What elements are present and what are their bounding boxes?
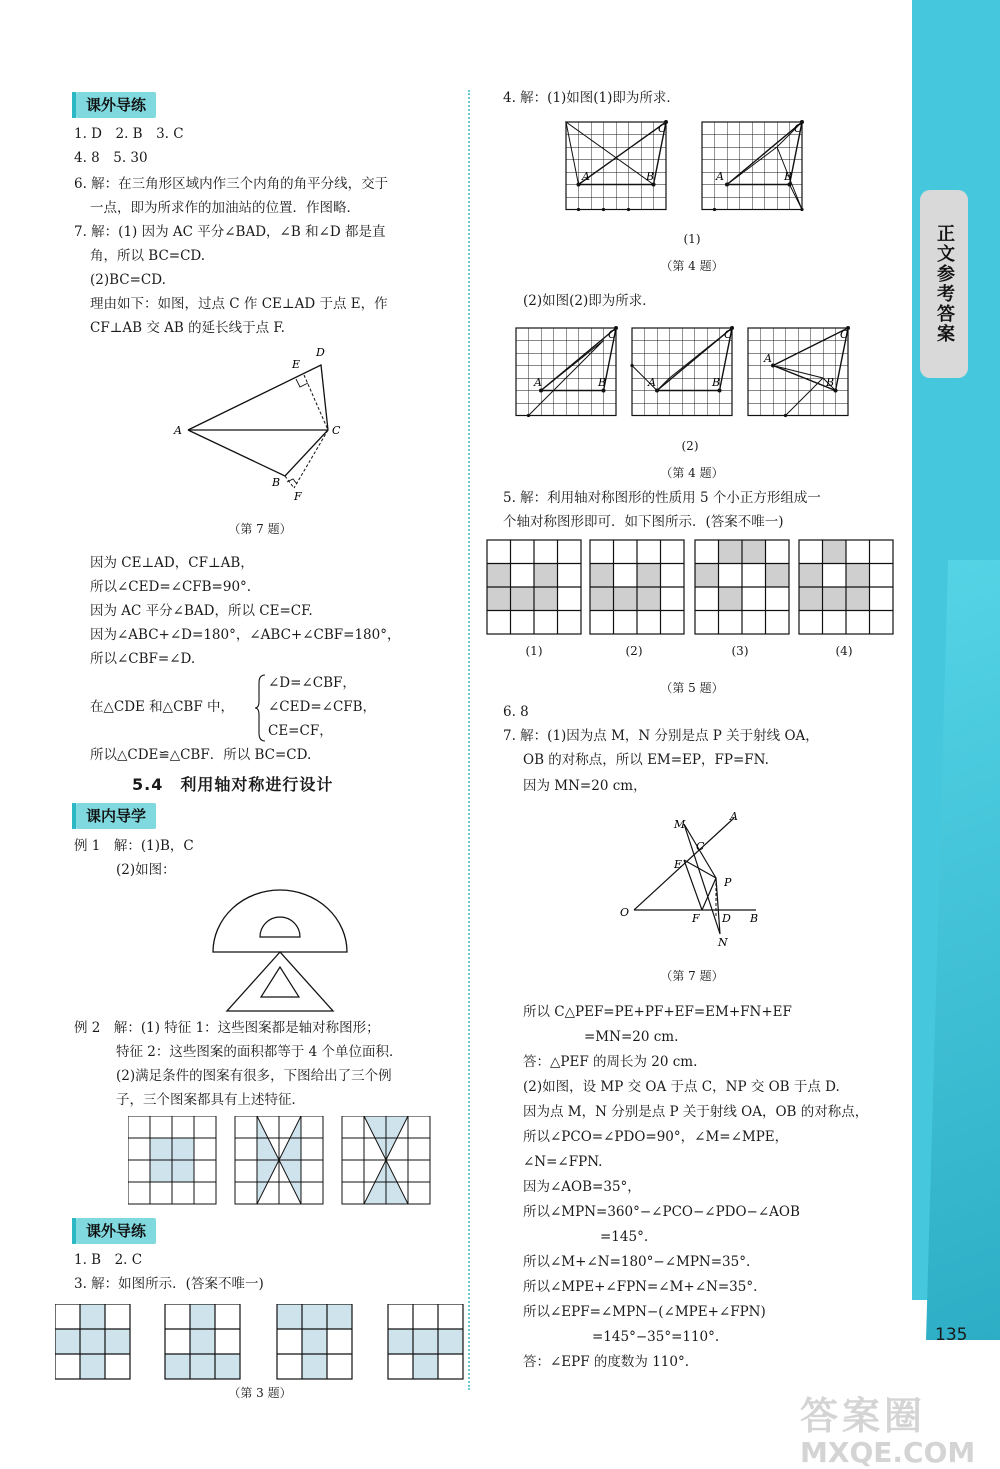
answer-line: 1. B 2. C [74,1252,143,1268]
proof-line: 在△CDE 和△CBF 中， [90,699,234,715]
side-tab: 正文参考答案 [920,190,968,378]
svg-text:P: P [724,876,732,889]
answer-line: 1. D 2. B 3. C [74,126,184,142]
figure-caption: （第 3 题） [228,1386,292,1400]
figure-label: (3) [731,644,749,658]
answer-line: OB 的对称点，所以 EM=EP，FP=FN. [523,752,769,768]
svg-text:B: B [784,170,793,183]
svg-text:O: O [620,906,630,919]
figure-label: (2) [681,439,699,453]
figure-q4-part1 [562,118,820,218]
svg-text:A: A [174,424,182,437]
solution-line: 所以∠MPE+∠FPN=∠M+∠N=35°. [523,1279,758,1295]
solution-line: 答：△PEF 的周长为 20 cm. [523,1054,698,1070]
proof-line: 因为∠ABC+∠D=180°，∠ABC+∠CBF=180°， [90,627,401,643]
solution-line: (2)如图，设 MP 交 OA 于点 C，NP 交 OB 于点 D. [523,1079,840,1095]
svg-text:D: D [316,346,325,359]
watermark [800,1385,975,1469]
figure-q3-grids [55,1304,467,1384]
svg-text:C: C [696,840,705,853]
example-line: (2)如图： [116,862,176,878]
solution-line: 所以 C△PEF=PE+PF+EF=EM+FN+EF [523,1004,792,1020]
figure-q7-left [168,340,358,510]
section-title: 5.4 利用轴对称进行设计 [132,775,334,794]
solution-line: =145°. [600,1229,649,1245]
figure-example2-patterns [128,1116,438,1208]
proof-line: ∠CED=∠CFB， [268,699,377,715]
solution-line: 因为∠AOB=35°， [523,1179,641,1195]
svg-text:B: B [750,912,759,925]
figure-caption: （第 7 题） [228,522,292,536]
svg-text:B: B [826,376,835,389]
figure-q4-part2 [512,322,864,422]
answer-line: 6. 8 [503,704,529,720]
answer-line: 个轴对称图形即可．如下图所示．(答案不唯一) [503,514,784,530]
example-line: (2)满足条件的图案有很多，下图给出了三个例 [116,1068,392,1084]
svg-text:C: C [658,122,667,135]
figure-label: (2) [625,644,643,658]
svg-text:B: B [272,476,281,489]
answer-line: 理由如下：如图，过点 C 作 CE⊥AD 于点 E，作 [90,296,388,312]
brace [255,673,267,743]
answer-line: 6. 解：在三角形区域内作三个内角的角平分线，交于 [74,176,389,192]
answer-line: 因为 MN=20 cm， [523,778,647,794]
solution-line: 所以∠MPN=360°−∠PCO−∠PDO−∠AOB [523,1204,800,1220]
answer-line: (2)BC=CD. [90,272,166,288]
figure-q5-grids [485,538,897,636]
answer-line: CF⊥AB 交 AB 的延长线于点 F. [90,320,285,336]
solution-line: 所以∠M+∠N=180°−∠MPN=35°. [523,1254,751,1270]
answer-line: 4. 解：(1)如图(1)即为所求． [503,90,680,106]
figure-caption: （第 5 题） [660,681,724,695]
proof-line: 所以∠CED=∠CFB=90°. [90,579,252,595]
figure-q7-right [616,810,766,955]
svg-text:A: A [730,810,738,823]
solution-line: ∠N=∠FPN. [523,1154,603,1170]
svg-text:C: C [724,328,733,341]
svg-text:C: C [332,424,341,437]
solution-line: 答：∠EPF 的度数为 110°. [523,1354,690,1370]
proof-line: 因为 CE⊥AD，CF⊥AB， [90,555,254,571]
proof-line: 因为 AC 平分∠BAD，所以 CE=CF. [90,603,313,619]
figure-label: (1) [683,232,701,246]
example-line: 特征 2：这些图案的面积都等于 4 个单位面积． [116,1044,403,1060]
section-header-outside-practice-2: 课外导练 [76,1218,156,1244]
svg-text:A: A [534,376,542,389]
solution-line: 因为点 M，N 分别是点 P 关于射线 OA，OB 的对称点， [523,1104,869,1120]
example-line: 子，三个图案都具有上述特征． [116,1092,305,1108]
svg-text:C: C [608,328,617,341]
svg-text:E: E [292,358,301,371]
figure-label: (4) [835,644,853,658]
answer-line: 角，所以 BC=CD. [90,248,206,264]
answer-line: 5. 解：利用轴对称图形的性质用 5 个小正方形组成一 [503,490,821,506]
example-line: 例 1 解：(1)B，C [74,838,194,854]
figure-caption: （第 4 题） [660,466,724,480]
proof-line: 所以△CDE≌△CBF．所以 BC=CD. [90,747,312,763]
svg-text:F: F [692,912,700,925]
svg-text:B: B [712,376,721,389]
svg-text:A: A [648,376,656,389]
watermark-url: MXQE.COM [800,1436,976,1469]
figure-caption: （第 4 题） [660,259,724,273]
svg-text:F: F [294,490,302,503]
figure-label: (1) [525,644,543,658]
svg-text:N: N [718,936,728,949]
svg-text:C: C [794,122,803,135]
svg-text:E: E [674,858,683,871]
svg-text:B: B [646,170,655,183]
answer-line: 7. 解：(1)因为点 M，N 分别是点 P 关于射线 OA， [503,728,819,744]
figure-caption: （第 7 题） [660,969,724,983]
svg-text:A: A [582,170,590,183]
answer-line: 3. 解：如图所示．(答案不唯一) [74,1276,264,1292]
figure-protractor-triangle [205,885,355,1015]
proof-line: CE=CF， [268,723,333,739]
example-line: 例 2 解：(1) 特征 1：这些图案都是轴对称图形； [74,1020,380,1036]
solution-line: 所以∠PCO=∠PDO=90°，∠M=∠MPE， [523,1129,789,1145]
answer-line: 一点，即为所求作的加油站的位置．作图略． [90,200,360,216]
svg-text:D: D [722,912,731,925]
section-header-in-class: 课内导学 [76,803,156,829]
solution-line: 所以∠EPF=∠MPN−(∠MPE+∠FPN) [523,1304,766,1320]
solution-line: =MN=20 cm. [584,1029,679,1045]
svg-text:M: M [674,818,686,831]
svg-text:B: B [598,376,607,389]
svg-text:A: A [716,170,724,183]
answer-line: 7. 解：(1) 因为 AC 平分∠BAD，∠B 和∠D 都是直 [74,224,386,240]
section-header-outside-practice: 课外导练 [76,92,156,118]
proof-line: 所以∠CBF=∠D. [90,651,196,667]
answer-line: (2)如图(2)即为所求． [523,293,656,309]
column-divider [468,90,470,1390]
answer-line: 4. 8 5. 30 [74,150,148,166]
svg-text:C: C [840,328,849,341]
watermark-text: 答案圈 [800,1394,927,1438]
svg-text:A: A [764,352,772,365]
solution-line: =145°−35°=110°. [592,1329,720,1345]
page-number: 135 [935,1325,968,1345]
proof-line: ∠D=∠CBF， [268,675,356,691]
